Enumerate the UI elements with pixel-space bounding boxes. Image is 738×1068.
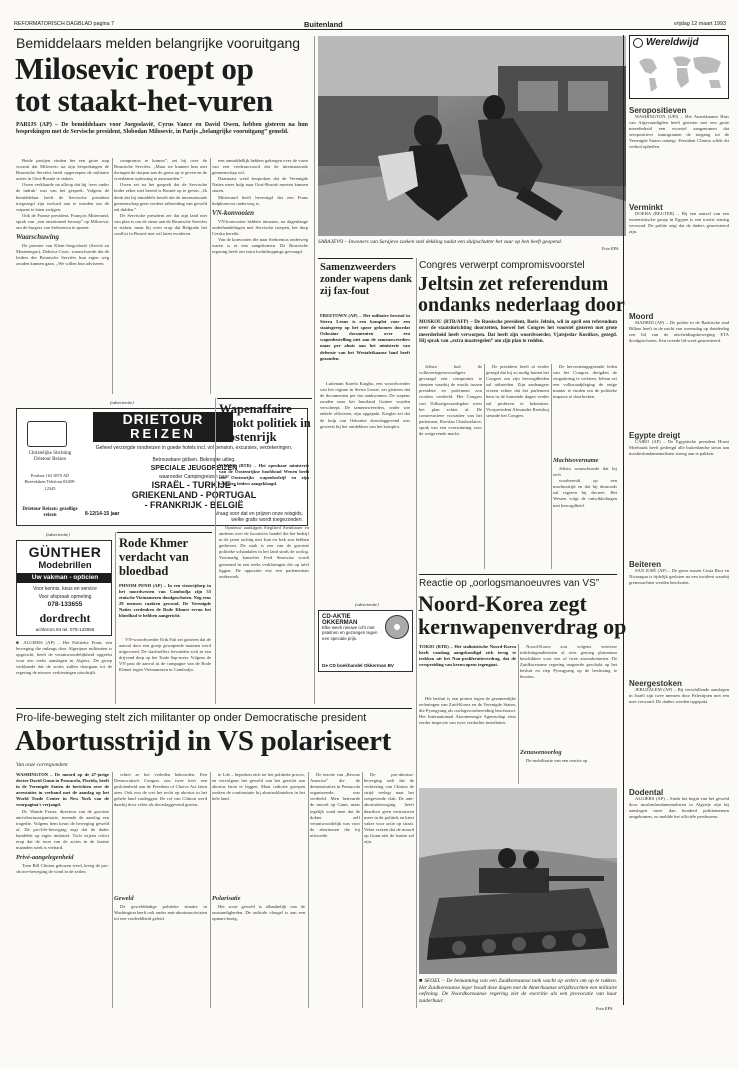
brief-heading: Egypte dreigt: [629, 431, 681, 440]
ad-gunther-line-2: Voor kennis, keus en service: [33, 586, 97, 592]
paragraph: Owen zei na het gesprek dat de Servische leider zeker niet bereid is Bosnië op te geven. „Ik denk dat hij inmiddels beseft dat de internationale gemeenschap geen verdere uitbreiding van geweld zal dulden.”: [114, 182, 207, 212]
ad-drietour-tagline: Geheel verzorgde rondreizen in goede hotels incl. vol pension, excursies, verzekeringen.: [95, 445, 293, 451]
subheading: Polarisatie: [212, 895, 241, 902]
ad-drietour-ages: 8-12/14-15 jaar: [85, 511, 120, 517]
photo-sarajevo: [318, 36, 626, 236]
globe-icon: [633, 38, 643, 48]
section-title: Buitenland: [304, 20, 343, 29]
noord-korea-headline-1: Noord-Korea zegt: [418, 591, 587, 616]
subheading: Waarschuwing: [16, 233, 60, 242]
ad-drietour-brand-1: DRIETOUR: [122, 411, 204, 427]
jeltsin-column-2: De president heeft al eerder gezegd dat hij zo nodig buiten het Congres om zijn bevoegdheden zal uitbreiden. Zijn aanhangers vrezen echter dat het parlement hem in de komende dagen verder zal proberen te beknotten. Vicepresident Alexander Roetskoj steunde het Congres.: [486, 364, 549, 418]
samenzweerders-box: [318, 258, 413, 598]
paragraph: VN-konvooien hebben intussen, na dagenlange onderhandelingen met Servische troepen, het dorp Cerska bereikt.: [212, 218, 308, 236]
wapenaffaire-headline: Wapenaffaire schokt politiek in Oostenrijk: [219, 402, 311, 444]
ad-drietour-org: Christelijke Stichting Drietour Reizen: [28, 451, 72, 463]
column-divider: [518, 644, 519, 784]
brief-text: ALGIERS (AP) – Sinds het begin van het geweld door moslimfundamentalisten in Algerije zijn bij aanslagen meer dan honderd politiemensen omgekomen, zo meldde het officiële persbureau.: [629, 796, 729, 819]
paragraph: Mitterrand heeft bevestigd dat een Frans hulpkonvooi onderweg is.: [212, 194, 308, 206]
paragraph: Het soort geweld is afhankelijk van de omstandigheden. De radicale vleugel is aan een opmars bezig.: [212, 904, 305, 922]
ad-cdaktie: [318, 610, 413, 672]
lead-column-2: [114, 158, 207, 394]
ad-drietour-highlight: SPECIALE JEUGDREIZEN: [150, 465, 238, 472]
subheading: Privé-aangelegenheid: [16, 854, 74, 862]
subheading: Zenuwenoorlog: [520, 749, 562, 756]
brief-text: DOEHA (REUTER) – Bij een aanval van een extremistische groep in Egypte is een toerist ernstig verwond. De politie zegt dat de daders gearresteerd zijn.: [629, 211, 729, 234]
abortus-column-4: De reactie van „Rescue America” die de demonstraties in Pensacola organiseerde, was verdeeld. Men betreurde de moord op Gunn, maar tegelijk vond men dat de dokter zelf verantwoordelijk was voor de abortussen die hij uitvoerde.: [310, 772, 360, 838]
lead-headline-2: tot staakt-het-vuren: [15, 83, 273, 118]
brief-text: JERUZALEM (AP) – Bij verschillende aanslagen in Israël zijn twee mensen door Palestijnen met een mes verwond. De daders werden opgepakt.: [629, 687, 729, 704]
jeltsin-headline-1: Jeltsin zet referendum: [418, 273, 609, 295]
ad-drietour-cta: Vraag voor dat en prijzen onze reisgids,: [215, 511, 303, 517]
brief-text: CAIRO (AP) – De Egyptische president Hosni Moebarak heeft gedreigd alle buitenlandse steun aan moslimfundamentalisten streng aan te pakken.: [629, 439, 729, 456]
ad-gunther-phone: 078-133655: [47, 601, 83, 608]
abortus-column-2: [114, 772, 207, 1008]
paragraph: Owen verklaarde na afloop dat hij ‘zeer onder de indruk’ was van het gesprek. Volgens de bemiddelaar heeft de Servische president toegezegd zijn invloed aan te wenden om de wapens te laten zwijgen.: [16, 182, 109, 212]
ad-drietour-cta-2: welke gratis wordt toegezonden.: [231, 517, 303, 523]
ad-drietour-tagline-2: Betrouwbare gidsen. Beknopte uitleg.: [152, 457, 236, 463]
paragraph: Ook de Franse president, François Mitterrand, sprak van „een emotioneel beroep” op Milosevic om de burgers van Srebrenica te sparen.: [16, 212, 109, 231]
jeltsin-kicker: Congres verwerpt compromisvoorstel: [419, 260, 585, 271]
photo-sarajevo-image: [318, 36, 626, 236]
ad-cdaktie-text: Elke week nieuwe cd's met psalmen en gezangen tegen een speciale prijs.: [322, 625, 378, 641]
paragraph: compromis te komen”, zei hij over de Bosnische Serviërs. „Maar we kunnen hun niet dwingen de dorpen aan de grens op te geven en de vreedzame oplossing te aanvaarden.”: [114, 158, 207, 182]
abortus-headline: Abortusstrijd in VS polariseert: [15, 725, 392, 757]
sidebar-briefs: [629, 105, 729, 1005]
brief-text: MADRID (AP) – De politie in de Baskische stad Bilbao heeft in de nacht van woensdag op donderdag een lid van de afscheidingsbeweging ETA doodgeschoten. Een tweede lid werd gearresteerd.: [629, 320, 729, 343]
ad-cdaktie-footer: De CD boekhandel Okkerman BV: [322, 663, 394, 668]
paragraph: De mobilisatie van een reactie op: [526, 758, 588, 763]
masthead-left: REFORMATORISCH DAGBLAD pagina 7: [14, 21, 115, 27]
abortus-column-1: [16, 772, 109, 1008]
ad-label: (advertentie): [110, 400, 134, 405]
paragraph: Dr. Wande Fraser, directeur van de grootste anti-abortusorganisatie, noemde de aanslag een tragedie. Volgens hem keurt de beweging geweld af. De pro-life-beweging zegt dat de dader handelde op eigen initiatief. Toch wijzen critici erop dat de toon van de acties in de laatste maanden sterk is verhard.: [16, 808, 109, 851]
brief-heading: Verminkt: [629, 203, 663, 212]
rode-khmer-lead: PHNOM PENH (AP) – In een visserijdorp in het noordwesten van Cambodja zijn 33 etnische Vietnamezen doodgeschoten. Nog eens 29 mensen raakten gewond. De Verenigde Naties verdenken de Rode Khmer ervan het bloedbad te hebben aangericht.: [119, 583, 211, 619]
lead-intro: PARIJS (AP) – De bemiddelaars voor Joegoslavië, Cyrus Vance en David Owen, hebben gisteren na hun besprekingen met de Servische president, Slobodan Milosevic, in Parijs „belangrijke vooruitgang” gemeld.: [16, 122, 308, 136]
photo-seoel-caption: ■ SEOEL – De bemanning van een Zuidkoreaanse tank wacht op orders om op te rukken. Het Zuidkoreaanse leger houdt deze dagen met de Amerikaanse strijdkrachten een militaire oefening. De Noordkoreaanse regering ziet de exercitie als een provocatie van haar zuiderbuur.: [419, 978, 617, 1004]
wapenaffaire-body: Opnieuw aankijgen Siegfried Steinbauer en anderen over de lucratieve handel die het bedrijf in de jaren tachtig met Iran en Irak zou hebben gedreven. De zaak is een van de grootste politieke schandalen in het land sinds de oorlog. Voormalig kanselier Fred Sinowatz wordt genoemd in een reeks verklaringen die op tafel liggen. De oppositie eist een parlementair onderzoek.: [219, 525, 309, 579]
abortus-lead: WASHINGTON – De moord op de 47-jarige doctor David Gunn in Pensacola, Florida, heeft in de Verenigde Staten de berichten over de arrestaties in verband met de aanslag op het World Trade Center in New York van de voorpagina's verjaagd.: [16, 772, 109, 808]
column-divider: [210, 772, 211, 1008]
paragraph: De hervormingsgezinde leden van het Congres dreigden de vergadering te verlaten. Jeltsin zei een volksraadpleging de enige manier te vinden om de politieke impasse te doorbreken.: [553, 364, 617, 400]
rode-khmer-headline: Rode Khmer verdacht van bloedbad: [119, 536, 189, 578]
abortus-byline: Van onze correspondent: [16, 762, 68, 768]
paragraph: voorbereidt op een machtsstrijd en dat hij desnoods zal regeren bij decreet. Het Westen volgt de ontwikkelingen met bezorgdheid.: [553, 478, 617, 508]
subheading: Geweld: [114, 895, 134, 902]
photo-sarajevo-caption: SARAJEVO – Inwoners van Sarajevo zoeken snel dekking nadat een sluipschutter het vuur op hen heeft geopend.: [318, 239, 562, 245]
ad-drietour-destination-1: ISRAËL - TURKIJE -: [151, 480, 237, 490]
ad-gunther-line-3: Voor afspraak opmeting: [38, 594, 92, 600]
photo-seoel: [419, 788, 617, 974]
paragraph: Noord-Korea zou volgens westerse inlichtingendiensten al over genoeg plutonium beschikken voor een of twee atoombommen. De Zuidkoreaanse regering reageerde geschokt op het besluit en riep Pyongyang op de beslissing te herzien.: [520, 644, 617, 680]
photo-seoel-image: [419, 788, 617, 974]
ad-gunther-city: dordrecht: [39, 611, 91, 625]
paragraph: te Life – beperken zich tot het politieke proces, en vervolgens het geweld van het gerecht aan abortus laten te leggen. Maar radicale groepen zoeken de confrontatie bij abortusklinieken in het hele land.: [212, 772, 305, 802]
column-divider: [210, 158, 211, 394]
jeltsin-lead: MOSKOU (RTR/AFP) – De Russische president, Boris Jeltsin, wil in april een referendum over de staatsinrichting doorzetten, hoewel het Congres het voorstel gisteren met grote meerderheid heeft verworpen. Dat heeft zijn woordvoerder, Vjatsjeslav Kostikov, gezegd. Hij sprak van „extra maatregelen” om zijn plan te redden.: [419, 320, 617, 345]
sidebar-header: [629, 35, 729, 99]
brief-algiers: ■ ALGIERS (AP) – Het Politieke Front, een beweging die onlangs door Algerijnse militanten is opgericht, heeft de verantwoordelijkheid opgeëist voor een reeks aanslagen in Algiers. De groep verklaarde dat de acties zullen doorgaan tot de regering de nieuwe verkiezingen uitschrijft.: [16, 640, 112, 676]
abortus-rule: [16, 708, 412, 709]
ad-cdaktie-title: CD-AKTIE OKKERMAN: [322, 614, 358, 626]
abortus-column-5: De pro-abortus-beweging stelt dat de verkiezing van Clinton de strijd verlegt naar het wetgevende vlak. De anti-abortusbeweging heeft daardoor geen vertrouwen meer in de politiek en kiest vaker voor actie op straat. Velen vrezen dat de moord op Gunn niet de laatste zal zijn.: [364, 772, 414, 845]
samenzweerders-headline: Samenzweerders zonder wapens dank zij fax-fout: [320, 262, 412, 297]
jeltsin-column-3: [553, 364, 617, 569]
lead-column-1: [16, 158, 109, 394]
lead-headline-1: Milosevic roept op: [15, 51, 254, 86]
brief-heading: Seropositieven: [629, 106, 687, 115]
brief-text: WASHINGTON (UPI) – Het Amerikaanse Huis van Afgevaardigden heeft gisteren met een grote meerderheid een voorstel aangenomen dat seropositieve immigranten de toegang tot de Verenigde Staten ontzegt. President Clinton wilde dit verbod opheffen.: [629, 114, 729, 149]
ad-drietour-destination-2: GRIEKENLAND - PORTUGAL: [131, 490, 257, 500]
photo-sarajevo-credit: Foto EPA: [602, 246, 619, 251]
paragraph: een onmiddellijk hebben gekregen over de vorm van een vredesaccoord dat de internationale gemeenschap wil.: [212, 158, 308, 176]
noord-korea-rule: [419, 574, 617, 575]
column-divider: [551, 364, 552, 569]
wapenaffaire-box: [217, 398, 312, 704]
cd-icon: [385, 615, 409, 639]
ad-drietour-address: Postbus 163 3870 AD Hoevelaken Telefoon 03499-12345: [24, 473, 76, 491]
ad-drietour-destination-3: - FRANKRIJK - BELGIË: [144, 500, 244, 510]
column-divider: [314, 36, 315, 704]
noord-korea-kicker: Reactie op „oorlogsmanoeuvres van VS”: [419, 578, 600, 589]
ad-drietour-footer: Drietour Reizen: gezellige reizen: [22, 507, 78, 519]
brief-heading: Moord: [629, 312, 654, 321]
column-divider: [308, 772, 309, 1008]
subheading: Machtsovername: [553, 457, 599, 464]
samenzweerders-lead: FREETOWN (AP) – Het militaire bewind in Sierra Leone is een komplot voor een staatsgreep op het spoor gekomen doordat Oekraïne documenten over een wapenbestelling niet aan de samenzweerders maar per abuis aan het ministerie van defensie van het Westafrikaanse land heeft gezonden.: [320, 313, 410, 361]
photo-seoel-credit: Foto EPA: [596, 1006, 613, 1011]
paragraph: De Servische president zei dat zijn land niet van plan is om de steun aan de Bosnische Serviërs te staken, maar hij wees erop dat Belgrado het conflict in Bosnië niet wil laten escaleren.: [114, 212, 207, 237]
ad-gunther-address: achterom 94 tel. 078-133655: [35, 627, 95, 632]
ad-drietour-logo-icon: [27, 421, 67, 447]
noord-korea-lead: TOKIO (RTR) – Het stalinistische Noord-Korea heeft vandaag aangekondigd zich terug te trekken uit het Non-proliferatieverdrag, dat de verspreiding van kernwapens tegengaat.: [419, 644, 516, 668]
sidebar-wereldwijd: [623, 35, 729, 1005]
jeltsin-column-1: Jeltsin had de volksvertegenwoordigers gevraagd een compromis te steunen waarbij de macht tussen president en parlement zou worden verdeeld. Het Congres van Volksafgevaardigden wees het plan echter af. De conservatieve voorzitter van het parlement, Roeslan Chasboelatov, sprak van een overwinning voor de wetgevende macht.: [419, 364, 482, 437]
ad-gunther-brand: GÜNTHER: [28, 544, 102, 560]
paragraph: schiet ze het verleden behoorden. Een Democratisch Congres zou twee keer een geslotenheid aan de Freedom of Choice Act laten zien. Ook zou de wet het recht op abortus in het gehele land vastleggen. De rol van Clinton werd daarbij door velen als doorslaggevend gezien.: [114, 772, 207, 808]
column-divider: [112, 772, 113, 1008]
ad-gunther-product: Modebrillen: [38, 560, 92, 571]
lead-kicker: Bemiddelaars melden belangrijke vooruitgang: [16, 35, 301, 51]
noord-korea-headline-2: kernwapenverdrag op: [418, 614, 627, 639]
column-divider: [362, 772, 363, 1008]
noord-korea-column-2: [520, 644, 617, 784]
column-divider: [215, 398, 216, 704]
noord-korea-column-1: Het besluit is een protest tegen de gezamenlijke oefeningen van Zuid-Korea en de Verenigde Staten, die Pyongyang als oorlogsvoorbereiding beschouwt. Het Internationaal Atoomenergie Agentschap eiste eerder inspectie van twee verdachte installaties.: [419, 696, 516, 726]
ad-drietour-brand: [93, 412, 233, 442]
rode-khmer-box: [117, 532, 212, 704]
world-map-icon: [633, 52, 727, 96]
ad-drietour-highlight-2: waaronder Campingreizen naar: [158, 474, 230, 480]
paragraph: Jeltsin waarschuwde dat hij zich: [553, 466, 617, 478]
ad-label: (advertentie): [46, 532, 70, 537]
brief-heading: Beiteren: [629, 560, 662, 569]
masthead: [14, 20, 726, 30]
paragraph: Toen Bill Clinton gekozen werd, kreeg de pro-choice-beweging de wind in de zeilen.: [16, 863, 109, 875]
masthead-date: vrijdag 12 maart 1993: [673, 21, 726, 27]
ad-drietour-brand-2: REIZEN: [130, 426, 196, 441]
column-divider: [484, 364, 485, 569]
rode-khmer-body: VN-woordvoerder Erik Falt zei gisteren dat de aanval door een groep gewapende mannen werd uitgevoerd. De slachtoffers bevonden zich in een drijvend dorp op het Tonle Sap-meer. Volgens de VN past de aanval in de campagne van de Rode Khmer tegen Vietnamezen in Cambodja.: [119, 637, 211, 673]
paragraph: Van de konvooien die naar Srebrenica onderweg waren is er een aangekomen. De Bosnische regering heeft om extra luchtdroppings gevraagd.: [212, 237, 308, 255]
lead-column-3: [212, 158, 308, 394]
abortus-kicker: Pro-life-beweging stelt zich militanter op onder Democratische president: [16, 712, 367, 724]
brief-text: SAN JOSÉ (AP) – De grens tussen Costa Rica en Nicaragua is tijdelijk gesloten na een incident waarbij grenswachten werden beschoten.: [629, 568, 729, 585]
ad-label: (advertentie): [355, 602, 379, 607]
paragraph: De gewelddadige politieke situatie in Washington heeft ook onder anti-abortusactivisten tot een verdeeldheid geleid.: [114, 904, 207, 922]
brief-heading: Dodental: [629, 788, 664, 797]
paragraph: Daarnaast werd besproken dat de Verenigde Naties meer hulp naar Oost-Bosnië moeten kunnen sturen.: [212, 176, 308, 194]
wapenaffaire-lead: WENEN (RTR) – Het openbaar ministerie van de Oostenrijkse hoofdstad Wenen heeft een Oostenrijks wapenbedrijf en zijn vroegere leiders aangeklaagd.: [219, 463, 309, 487]
sidebar-title: Wereldwijd: [646, 37, 699, 48]
paragraph: De premier van Klein-Joegoslavië (Servië en Montenegro), Dobrica Cosic, waarschuwde dat de leiders der Bosnische Serviërs hun eigen weg zouden kunnen gaan. „We willen hun adviseren: [16, 243, 109, 267]
samenzweerders-body: Luitenant Karefa Kargbo, een woordvoerder van het regime in Sierra Leone, zei gisteren dat de documenten per fax aankwamen. De wapens zouden naar het buurland Guinee worden verscheept. De samenzweerders, onder wie enkele officieren, zijn opgepakt. Kargbo zei dat de hulp van Oekraïne doorslaggevend was geweest bij het ontdekken van het komplot.: [320, 381, 410, 429]
ad-gunther: [16, 540, 112, 636]
ad-gunther-line: Uw vakman - opticien: [17, 573, 112, 583]
column-divider: [115, 532, 116, 704]
abortus-column-3: [212, 772, 305, 1008]
brief-heading: Neergestoken: [629, 679, 682, 688]
column-divider: [416, 258, 417, 1008]
subheading: VN-konvooien: [212, 208, 254, 217]
jeltsin-headline-2: ondanks nederlaag door: [418, 294, 625, 316]
column-divider: [112, 158, 113, 394]
paragraph: Beide partijen vinden het een grote stap vooruit dat Milosevic na zijn besprekingen de Bosnische Serviërs heeft opgeroepen de militaire acties in Oost-Bosnië te staken.: [16, 158, 109, 182]
